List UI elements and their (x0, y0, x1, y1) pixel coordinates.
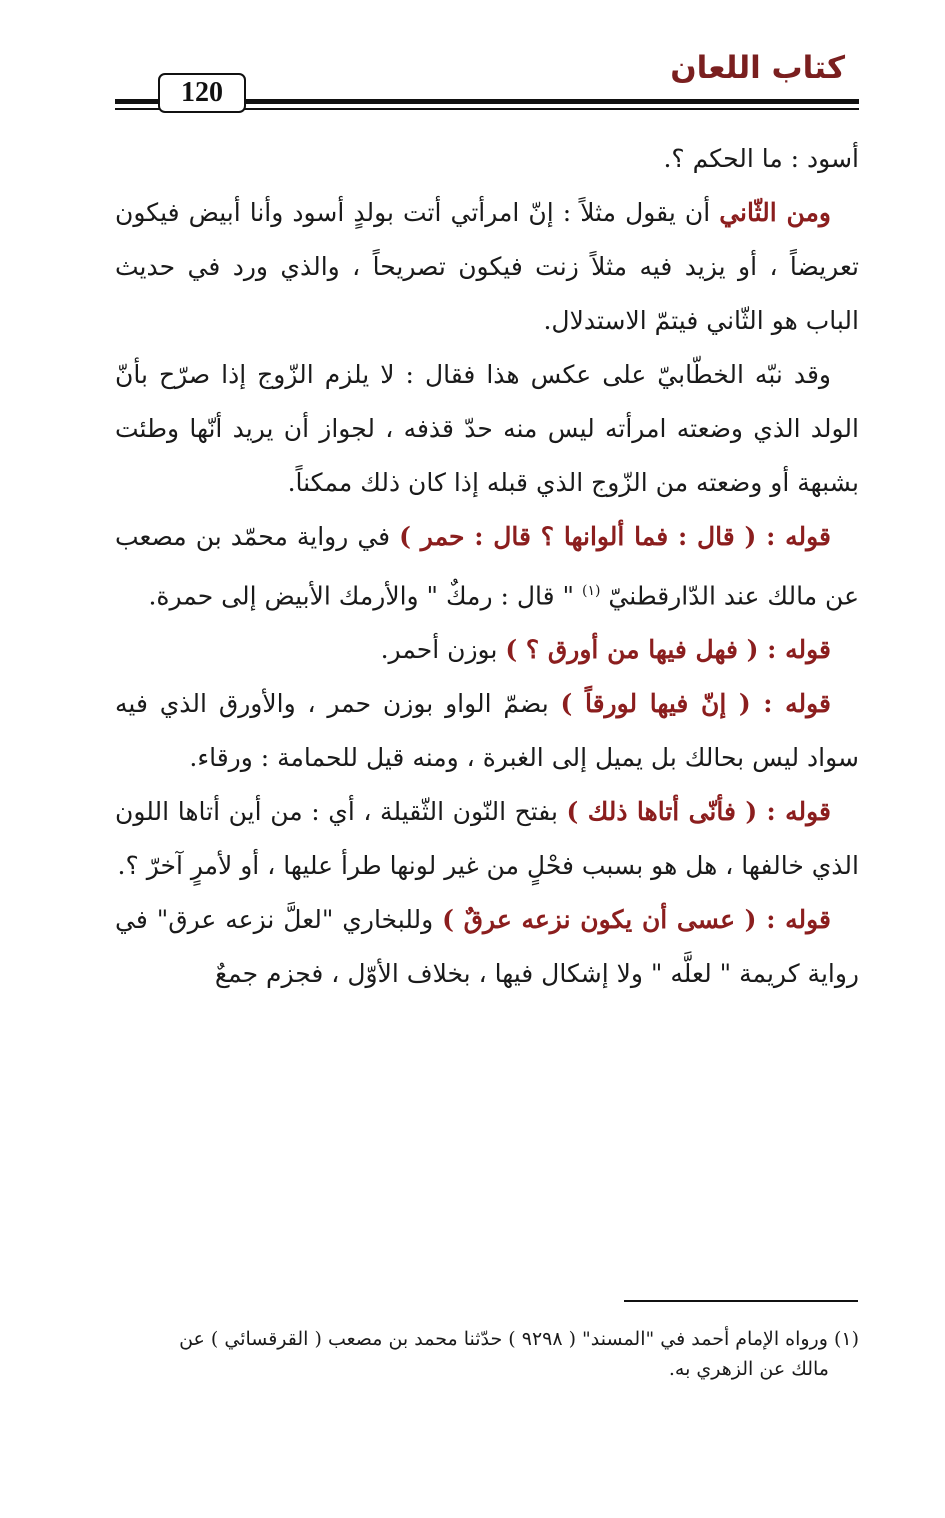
paragraph-text: بفتح النّون الثّقيلة ، أي : من أين أتاها اللون الذي خالفها ، هل هو بسبب فحْلٍ من غير لونها طرأ عليها ، أو لأمرٍ آخرّ ؟. (115, 797, 859, 881)
highlighted-quote: قوله : ( فهل فيها من أورق ؟ ) (505, 635, 831, 665)
paragraph-text: في رواية محمّد بن مصعب عن مالك عند الدّارقطنيّ (115, 522, 859, 611)
footnote-separator (624, 1300, 858, 1302)
highlighted-quote: ومن الثّاني (719, 198, 831, 227)
paragraph (115, 893, 859, 1001)
paragraph (115, 623, 859, 677)
paragraph (115, 785, 859, 893)
footnote (115, 1324, 859, 1384)
footnote-line-2: مالك عن الزهري به. (668, 1358, 829, 1380)
paragraph-text: بضمّ الواو بوزن حمر ، والأورق الذي فيه سواد ليس بحالك بل يميل إلى الغبرة ، ومنه قيل للحمامة : ورقاء. (115, 689, 859, 773)
paragraph-text: وقد نبّه الخطّابيّ على عكس هذا فقال : لا يلزم الزّوج إذا صرّح بأنّ الولد الذي وضعته امرأته ليس منه حدّ قذفه ، لجواز أن يريد أنّها وطئت بشبهة أو وضعته من الزّوج الذي قبله إذا كان ذلك ممكناً. (115, 360, 859, 497)
body-text (115, 132, 859, 1001)
paragraph-text: وللبخاري "لعلَّ نزعه عرق" في رواية كريمة " لعلَّه " ولا إشكال فيها ، بخلاف الأوّل ، فجزم جمعٌ (115, 905, 859, 989)
page-header (0, 0, 945, 130)
paragraph-text: " قال : رمكٌ " والأرمك الأبيض إلى حمرة. (148, 581, 582, 611)
footnote-reference: (١) (581, 583, 601, 599)
paragraph-text: أسود : ما الحكم ؟. (663, 144, 859, 173)
highlighted-quote: قوله : ( قال : فما ألوانها ؟ قال : حمر ) (399, 522, 831, 551)
highlighted-quote: قوله : ( عسى أن يكون نزعه عرقٌ ) (442, 905, 831, 935)
book-title: كتاب اللعان (670, 50, 845, 86)
paragraph (115, 510, 859, 623)
paragraph (115, 677, 859, 785)
paragraph-text: بوزن أحمر. (380, 635, 506, 665)
paragraph (115, 132, 859, 186)
highlighted-quote: قوله : ( فأنّى أتاها ذلك ) (566, 797, 831, 827)
page-number: 120 (158, 73, 246, 113)
paragraph (115, 186, 859, 348)
paragraph-text: أن يقول مثلاً : إنّ امرأتي أتت بولدٍ أسود وأنا أبيض فيكون تعريضاً ، أو يزيد فيه مثلاً زنت فيكون تصريحاً ، والذي ورد في حديث الباب هو الثّاني فيتمّ الاستدلال. (115, 198, 859, 335)
paragraph (115, 348, 859, 510)
highlighted-quote: قوله : ( إنّ فيها لورقاً ) (560, 689, 831, 719)
footnote-line-1: (١) ورواه الإمام أحمد في "المسند" ( ٩٢٩٨ ) حدّثنا محمد بن مصعب ( القرقسائي ) عن (179, 1328, 859, 1350)
